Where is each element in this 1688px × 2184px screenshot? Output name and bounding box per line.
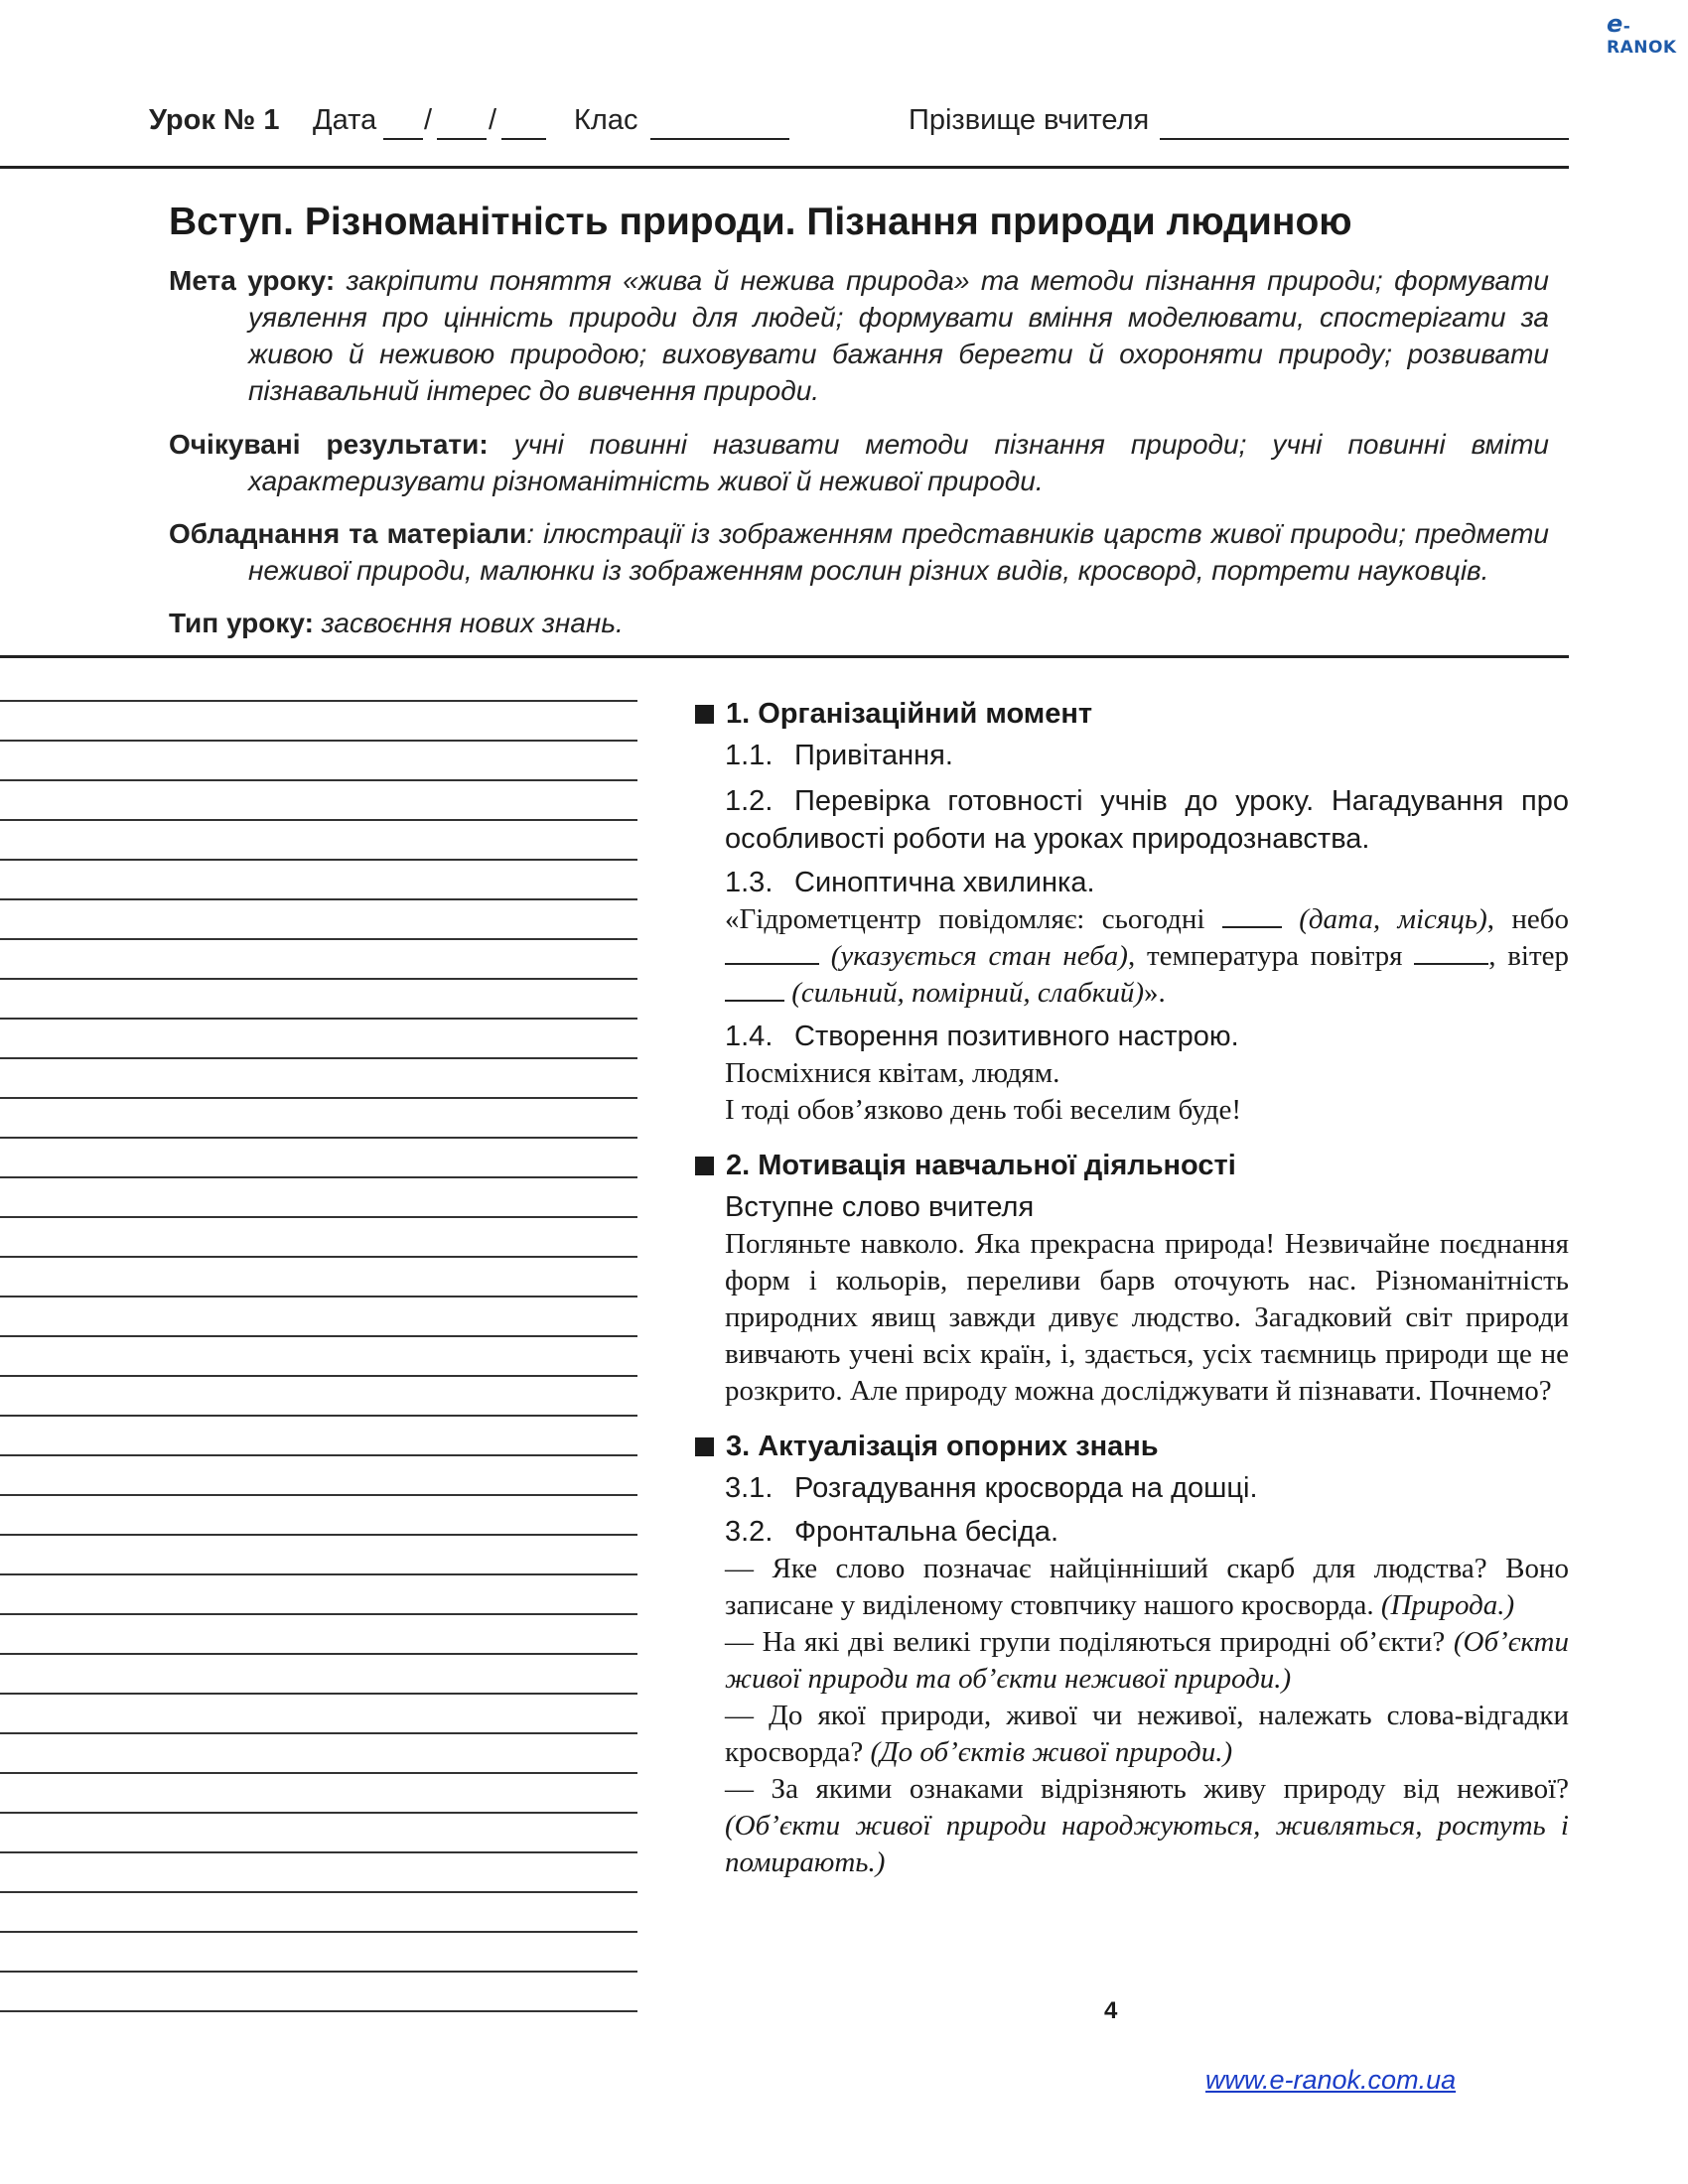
note-line <box>0 1573 637 1575</box>
note-line <box>0 700 637 702</box>
note-line <box>0 938 637 940</box>
note-line <box>0 1216 637 1218</box>
item-3-2 <box>695 1513 1569 1551</box>
weather-forecast <box>695 901 1569 1012</box>
note-line <box>0 779 637 781</box>
page-number: 4 <box>1104 1997 1118 2024</box>
answer-3: (До об’єктів живої природи.) <box>870 1736 1233 1768</box>
square-bullet-icon <box>695 1157 714 1175</box>
poem-line-2: І тоді обов’язково день тобі веселим буде! <box>725 1094 1242 1126</box>
results-text: учні повинні називати методи пізнання природи; учні повинні вміти характеризувати різноманітність живої й неживої природи. <box>248 429 1549 496</box>
item-1-2 <box>695 782 1569 858</box>
section-3-title: 3. Актуалізація опорних знань <box>726 1430 1159 1462</box>
note-line <box>0 1732 637 1734</box>
answer-2: (Об’єкти живої природи та об’єкти неживої природи.) <box>725 1626 1569 1695</box>
note-line <box>0 1534 637 1536</box>
forecast-hint-sky: (указується стан неба) <box>830 940 1128 972</box>
item-1-4-text: Створення позитивного настрою. <box>794 1021 1239 1052</box>
note-line <box>0 1454 637 1456</box>
question-1-text: — Яке слово позначає найцінніший скарб для людства? Воно записане у виділеному стовпчику нашого кросворда. <box>725 1553 1569 1621</box>
note-line <box>0 1653 637 1655</box>
note-line <box>0 1613 637 1615</box>
note-line <box>0 819 637 821</box>
item-3-1 <box>695 1469 1569 1507</box>
note-line <box>0 740 637 742</box>
type-text: засвоєння нових знань. <box>313 608 624 638</box>
note-line <box>0 1772 637 1774</box>
header-divider <box>0 166 1569 169</box>
note-line <box>0 1415 637 1417</box>
note-line <box>0 1375 637 1377</box>
question-3-text: — До якої природи, живої чи неживої, належать слова-відгадки кросворда? <box>725 1700 1569 1768</box>
item-3-2-num: 3.2. <box>725 1516 774 1548</box>
item-1-1-text: Привітання. <box>794 740 953 771</box>
question-1 <box>695 1551 1569 1624</box>
lesson-number: Урок № 1 <box>149 104 280 136</box>
teacher-line <box>1160 138 1569 140</box>
note-line <box>0 1256 637 1258</box>
forecast-blank-sky[interactable] <box>725 941 819 965</box>
question-2 <box>695 1624 1569 1698</box>
date-day-line <box>383 138 423 140</box>
question-4 <box>695 1771 1569 1881</box>
lesson-goal <box>169 262 1549 409</box>
note-line <box>0 1137 637 1139</box>
note-line <box>0 1971 637 1973</box>
notes-lines <box>0 700 637 2030</box>
note-line <box>0 1891 637 1893</box>
note-line <box>0 1494 637 1496</box>
date-label: Дата <box>313 104 377 136</box>
website-link[interactable]: www.e-ranok.com.ua <box>1205 2065 1457 2095</box>
item-1-2-num: 1.2. <box>725 785 774 817</box>
item-3-1-num: 3.1. <box>725 1472 774 1504</box>
note-line <box>0 1931 637 1933</box>
forecast-part-2: , небо <box>1486 903 1570 935</box>
note-line <box>0 1851 637 1853</box>
class-line <box>650 138 789 140</box>
section-1-heading <box>695 695 1569 733</box>
section-2-heading <box>695 1147 1569 1184</box>
note-line <box>0 1176 637 1178</box>
meta-divider <box>0 655 1569 658</box>
teacher-intro-text: Погляньте навколо. Яка прекрасна природа! Незвичайне поєднання форм і кольорів, переливи барв оточують нас. Різноманітність природних явищ завжди дивує людство. Загадковий світ природи вивчають учені всіх країн, і, здається, усіх таємниць природи ще не розкрито. Але природу можна досліджувати й пізнавати. Почнемо? <box>725 1228 1569 1407</box>
teacher-intro-label: Вступне слово вчителя <box>725 1191 1035 1223</box>
date-slash-2: / <box>489 104 497 136</box>
note-line <box>0 859 637 861</box>
forecast-part-5: ». <box>1144 977 1166 1009</box>
note-line <box>0 1812 637 1814</box>
item-1-3 <box>695 864 1569 901</box>
type-label: Тип уроку: <box>169 608 314 638</box>
lesson-title: Вступ. Різноманітність природи. Пізнання природи людиною <box>169 201 1352 243</box>
note-line <box>0 978 637 980</box>
publisher-logo <box>1607 10 1688 58</box>
results-label: Очікувані результати: <box>169 429 489 460</box>
goal-label: Мета уроку: <box>169 265 336 296</box>
section-3-heading <box>695 1428 1569 1465</box>
note-line <box>0 1097 637 1099</box>
note-line <box>0 1296 637 1297</box>
square-bullet-icon <box>695 705 714 724</box>
forecast-hint-date: (дата, місяць) <box>1299 903 1487 935</box>
note-line <box>0 2010 637 2012</box>
question-3 <box>695 1698 1569 1771</box>
lesson-content <box>695 695 1569 1881</box>
item-3-2-text: Фронтальна бесіда. <box>794 1516 1059 1548</box>
forecast-part-1: «Гідрометцентр повідомляє: сьогодні <box>725 903 1222 935</box>
equipment-label: Обладнання та матеріали <box>169 518 527 549</box>
forecast-blank-wind[interactable] <box>725 978 784 1002</box>
section-2-title: 2. Мотивація навчальної діяльності <box>726 1149 1236 1181</box>
note-line <box>0 1057 637 1059</box>
forecast-part-3: , температура повітря <box>1127 940 1415 972</box>
logo-e: e <box>1607 10 1623 38</box>
date-month-line <box>437 138 487 140</box>
expected-results <box>169 426 1549 499</box>
note-line <box>0 898 637 900</box>
teacher-label: Прізвище вчителя <box>909 104 1150 136</box>
note-line <box>0 1018 637 1020</box>
date-year-line <box>501 138 546 140</box>
forecast-blank-temp[interactable] <box>1414 941 1488 965</box>
item-1-4 <box>695 1018 1569 1055</box>
answer-1: (Природа.) <box>1380 1589 1515 1621</box>
lesson-type <box>169 605 1549 641</box>
note-line <box>0 1335 637 1337</box>
poem-line-1: Посміхнися квітам, людям. <box>725 1057 1060 1089</box>
question-2-text: — На які дві великі групи поділяються природні об’єкти? <box>725 1626 1454 1658</box>
logo-text: -RANOK <box>1607 17 1677 58</box>
note-line <box>0 1693 637 1695</box>
question-4-text: — За якими ознаками відрізняють живу природу від неживої? <box>725 1773 1569 1805</box>
item-3-1-text: Розгадування кросворда на дошці. <box>794 1472 1258 1504</box>
date-slash-1: / <box>424 104 433 136</box>
item-1-4-num: 1.4. <box>725 1021 774 1052</box>
answer-4: (Об’єкти живої природи народжуються, живляться, ростуть і помирають.) <box>725 1810 1569 1878</box>
section-1-title: 1. Організаційний момент <box>726 697 1093 730</box>
item-1-1-num: 1.1. <box>725 740 774 771</box>
goal-text: закріпити поняття «жива й нежива природа» та методи пізнання природи; формувати уявлення про цінність природи для людей; формувати вміння моделювати, спостерігати за живою й неживою природою; виховувати бажання берегти й охороняти природу; розвивати пізнавальний інтерес до вивчення природи. <box>248 265 1550 406</box>
square-bullet-icon <box>695 1437 714 1456</box>
lesson-header <box>149 104 1569 144</box>
item-1-3-text: Синоптична хвилинка. <box>794 867 1095 898</box>
item-1-1 <box>695 737 1569 774</box>
equipment-text: : ілюстрації із зображенням представників царств живої природи; предмети неживої природи, малюнки із зображенням рослин різних видів, кросворд, портрети науковців. <box>248 518 1549 586</box>
equipment <box>169 515 1549 589</box>
forecast-part-4: , вітер <box>1488 940 1570 972</box>
class-label: Клас <box>574 104 638 136</box>
forecast-hint-wind: (сильний, помірний, слабкий) <box>791 977 1145 1009</box>
item-1-3-num: 1.3. <box>725 867 774 898</box>
item-1-2-text: Перевірка готовності учнів до уроку. Нагадування про особливості роботи на уроках природознавства. <box>725 785 1569 855</box>
forecast-blank-date[interactable] <box>1222 904 1282 928</box>
